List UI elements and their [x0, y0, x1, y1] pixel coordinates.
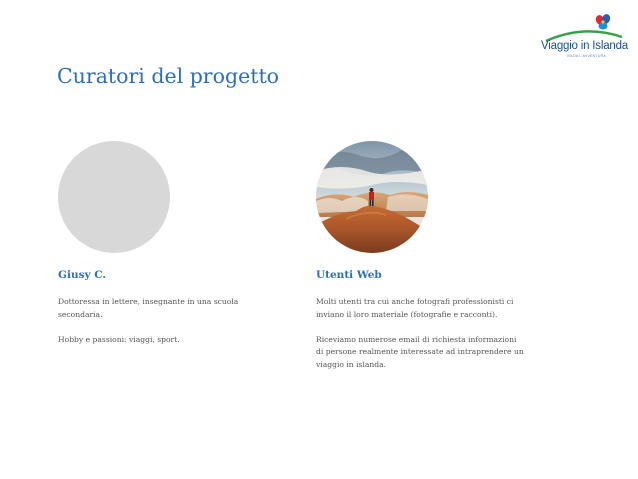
page-title: Curatori del progetto [57, 64, 280, 88]
curator-hobby-paragraph: Hobby e passioni: viaggi, sport. [58, 334, 180, 344]
curator-name: Giusy C. [58, 269, 107, 281]
curator-avatar-placeholder [58, 141, 170, 253]
curator-description [316, 296, 546, 384]
logo-tagline: INIZIA L'AVVENTURA [567, 54, 606, 58]
curator-info-paragraph: Riceviamo numerose email di richiesta informazioni di persone realmente interessate ad intraprendere un viaggio in islanda. [316, 334, 524, 369]
logo-wordmark: Viaggio in Islanda [541, 40, 628, 52]
curator-avatar-photo [316, 141, 428, 253]
curator-description [58, 296, 288, 359]
curator-bio-paragraph: Molti utenti tra cui anche fotografi professionisti ci inviano il loro materiale (fotografie e racconti). [316, 297, 514, 319]
curator-bio-paragraph: Dottoressa in lettere, insegnante in una scuola secondaria. [58, 297, 239, 319]
viaggio-in-islanda-logo[interactable] [540, 14, 628, 60]
curator-name: Utenti Web [316, 269, 382, 281]
iceland-landscape-image [316, 141, 428, 253]
